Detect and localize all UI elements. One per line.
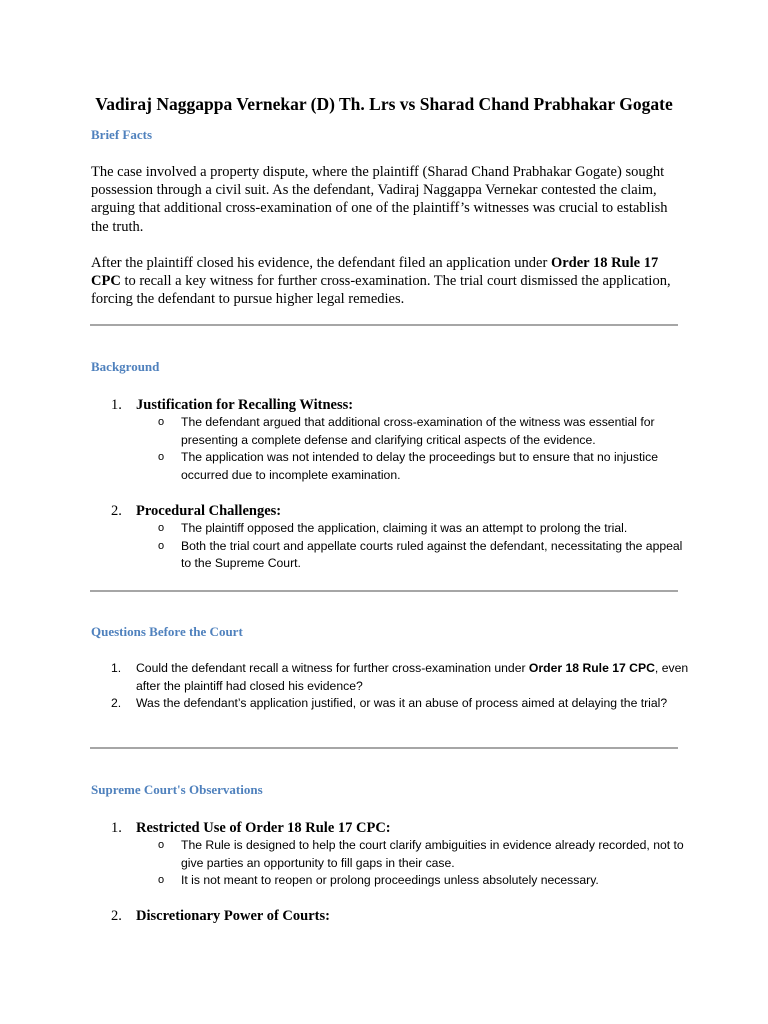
list-number: 2. [111, 908, 122, 924]
question-item-1 [111, 660, 696, 695]
list-number: 1. [111, 397, 122, 413]
list-item-title: Discretionary Power of Courts: [136, 908, 330, 924]
list-item-heading [111, 819, 691, 837]
brief-facts-paragraph-1: The case involved a property dispute, where the plaintiff (Sharad Chand Prabhakar Gogate) sought possession through a civil suit. As the defendant, Vadiraj Naggappa Vernekar contested the claim, arguing that additional cross-examination of one of the plaintiff’s witnesses was crucial to establish the truth. [91, 164, 668, 235]
bullet-text: The plaintiff opposed the application, claiming it was an attempt to prolong the trial. [181, 521, 628, 535]
bullet-text: The defendant argued that additional cross-examination of the witness was essential for presenting a complete defense and clarifying critical aspects of the evidence. [181, 415, 655, 447]
bullet-item [111, 449, 691, 484]
section-divider [90, 324, 678, 326]
list-item-heading [111, 502, 691, 520]
background-item-2 [111, 502, 691, 573]
bullet-marker: o [158, 416, 165, 428]
list-number: 2. [111, 696, 122, 710]
observations-heading: Supreme Court's Observations [91, 782, 263, 797]
bullet-marker: o [158, 522, 165, 534]
brief-facts-paragraph-2 [91, 254, 681, 309]
list-number: 1. [111, 820, 122, 836]
paragraph-text: After the plaintiff closed his evidence, the defendant filed an application under [91, 255, 551, 271]
questions-heading: Questions Before the Court [91, 624, 243, 639]
bullet-item [111, 414, 691, 449]
question-text: , even after the plaintiff had closed his evidence? [136, 661, 689, 693]
list-item-title: Restricted Use of Order 18 Rule 17 CPC: [136, 820, 391, 836]
bold-reference: Order 18 Rule 17 CPC [528, 661, 655, 675]
question-text: Could the defendant recall a witness for further cross-examination under [136, 661, 529, 675]
bullet-item [111, 872, 691, 890]
list-number: 1. [111, 661, 122, 675]
bullet-list [111, 837, 691, 890]
bullet-list [111, 520, 691, 573]
list-item-title: Procedural Challenges: [136, 503, 282, 519]
bullet-item [111, 520, 691, 538]
background-item-1 [111, 396, 691, 484]
paragraph-text: to recall a key witness for further cross-examination. The trial court dismissed the application, forcing the defendant to pursue higher legal remedies. [91, 273, 671, 308]
bullet-text: It is not meant to reopen or prolong proceedings unless absolutely necessary. [181, 873, 599, 888]
bullet-list [111, 414, 691, 484]
bullet-marker: o [158, 874, 165, 887]
bullet-marker: o [158, 539, 165, 552]
bullet-text: The application was not intended to delay the proceedings but to ensure that no injustice occurred due to incomplete examination. [181, 450, 658, 482]
bullet-text: Both the trial court and appellate courts ruled against the defendant, necessitating the appeal to the Supreme Court. [181, 538, 683, 571]
list-number: 2. [111, 503, 122, 519]
observations-item-2 [111, 907, 691, 925]
list-item-title: Justification for Recalling Witness: [136, 397, 354, 413]
question-text: Was the defendant’s application justified, or was it an abuse of process aimed at delaying the trial? [136, 696, 668, 710]
bullet-marker: o [158, 839, 165, 851]
section-divider [90, 590, 678, 592]
bullet-item [111, 837, 691, 872]
bullet-text: The Rule is designed to help the court clarify ambiguities in evidence already recorded, not to give parties an opportunity to fill gaps in their case. [181, 838, 684, 870]
section-divider [90, 747, 678, 749]
brief-facts-heading: Brief Facts [91, 127, 153, 142]
observations-item-1 [111, 819, 691, 890]
question-item-2 [111, 695, 696, 713]
list-item-heading [111, 396, 691, 414]
list-item-heading [111, 907, 691, 925]
background-heading: Background [91, 359, 160, 374]
bullet-marker: o [158, 451, 165, 464]
bullet-item [111, 538, 691, 573]
bold-reference: Order 18 Rule 17 CPC [91, 255, 659, 290]
document-title: Vadiraj Naggappa Vernekar (D) Th. Lrs vs Sharad Chand Prabhakar Gogate [95, 94, 673, 114]
